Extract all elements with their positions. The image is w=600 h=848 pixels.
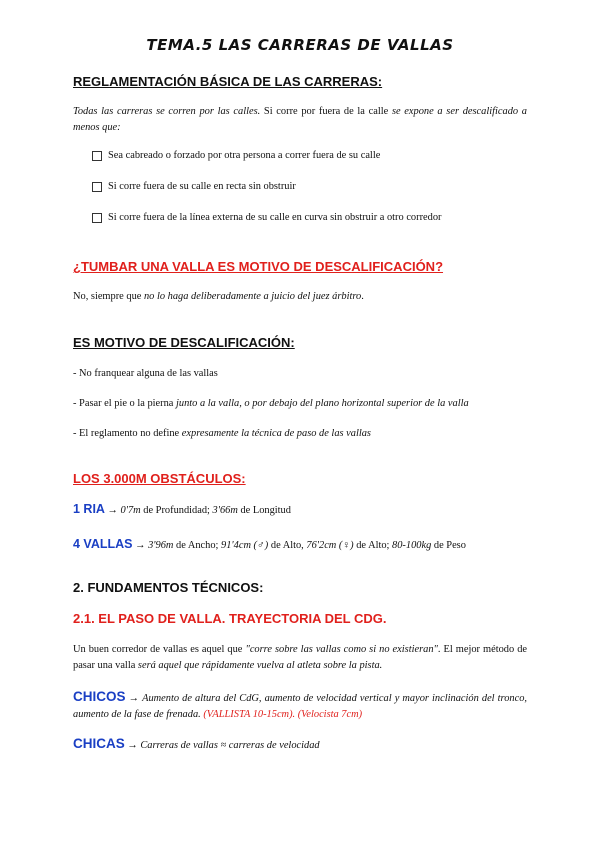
subheading-paso-valla: 2.1. EL PASO DE VALLA. TRAYECTORIA DEL CDG. bbox=[73, 611, 387, 626]
checkbox-item-3[interactable] bbox=[92, 212, 442, 223]
checkbox-label: Si corre fuera de la línea externa de su calle en curva sin obstruir a otro corredor bbox=[108, 212, 442, 223]
motivo-line-2-italic: junto a la valla, o por debajo del plano horizontal superior de la valla bbox=[176, 398, 469, 409]
vallas-value-1: 3'96m bbox=[148, 540, 174, 551]
checkbox-label: Si corre fuera de su calle en recta sin obstruir bbox=[108, 181, 296, 192]
motivo-line-2-normal: - Pasar el pie o la pierna bbox=[73, 398, 176, 409]
section-heading-motivo: ES MOTIVO DE DESCALIFICACIÓN: bbox=[73, 335, 295, 350]
vallas-text-3: de Alto; bbox=[353, 540, 393, 551]
checkbox-icon[interactable] bbox=[92, 182, 102, 192]
intro-italic-2: se expone a ser descalificado a menos que: bbox=[73, 106, 527, 133]
chicas-line bbox=[73, 736, 527, 754]
intro-normal: Si corre por fuera de la calle bbox=[260, 106, 392, 117]
chicas-label: CHICAS bbox=[73, 736, 125, 751]
chicos-label: CHICOS bbox=[73, 689, 126, 704]
vallas-text-1: de Ancho; bbox=[173, 540, 222, 551]
para-italic-1: "corre sobre las vallas como si no existieran" bbox=[245, 644, 438, 655]
checkbox-icon[interactable] bbox=[92, 213, 102, 223]
checkbox-item-1[interactable] bbox=[92, 150, 380, 161]
page-title: TEMA.5 LAS CARRERAS DE VALLAS bbox=[146, 36, 454, 54]
arrow-icon: → bbox=[132, 540, 149, 551]
motivo-line-2 bbox=[73, 396, 527, 412]
tumbar-text bbox=[73, 289, 527, 305]
motivo-line-3-italic: expresamente la técnica de paso de las vallas bbox=[181, 428, 371, 439]
chicos-paragraph bbox=[73, 689, 527, 723]
para-normal-1: Un buen corredor de vallas es aquel que bbox=[73, 644, 246, 655]
section-heading-reglamentacion: REGLAMENTACIÓN BÁSICA DE LAS CARRERAS: bbox=[73, 74, 383, 89]
chicas-text: Carreras de vallas ≈ carreras de velocidad bbox=[140, 740, 320, 751]
motivo-line-3-normal: - El reglamento no define bbox=[73, 428, 182, 439]
vallas-value-2: 91'4cm (♂) bbox=[221, 540, 269, 551]
arrow-icon: → bbox=[104, 505, 121, 516]
intro-italic-1: Todas las carreras se corren por las calles. bbox=[73, 106, 261, 117]
motivo-line-1: - No franquear alguna de las vallas bbox=[73, 368, 218, 379]
chicos-red-text: (VALLISTA 10-15cm). (Velocista 7cm) bbox=[200, 709, 363, 720]
chicos-text: Aumento de altura del CdG, aumento de velocidad vertical y mayor inclinación del tronco, aumento de la fase de frenada. bbox=[73, 693, 527, 720]
ria-text-2: de Longitud bbox=[237, 505, 291, 516]
section-heading-obstaculos: LOS 3.000M OBSTÁCULOS: bbox=[73, 471, 246, 486]
tumbar-normal: No, siempre que bbox=[73, 291, 144, 302]
ria-line bbox=[73, 501, 527, 519]
vallas-text-4: de Peso bbox=[431, 540, 466, 551]
vallas-value-4: 80-100kg bbox=[392, 540, 432, 551]
section-heading-tumbar: ¿TUMBAR UNA VALLA ES MOTIVO DE DESCALIFICACIÓN? bbox=[73, 259, 444, 274]
tumbar-italic: no lo haga deliberadamente a juicio del juez árbitro bbox=[143, 291, 362, 302]
tumbar-end: . bbox=[361, 291, 364, 302]
vallas-label: 4 VALLAS bbox=[73, 537, 133, 551]
vallas-value-3: 76'2cm (♀) bbox=[306, 540, 354, 551]
checkbox-label: Sea cabreado o forzado por otra persona a correr fuera de su calle bbox=[108, 150, 381, 161]
reglamentacion-intro bbox=[73, 104, 527, 136]
paso-valla-paragraph bbox=[73, 642, 527, 674]
vallas-text-2: de Alto, bbox=[268, 540, 307, 551]
ria-text-1: de Profundidad; bbox=[140, 505, 213, 516]
arrow-icon: → bbox=[125, 693, 143, 704]
ria-label: 1 RIA bbox=[73, 502, 105, 516]
vallas-line bbox=[73, 536, 543, 554]
ria-value-2: 3'66m bbox=[212, 505, 238, 516]
para-italic-2: será aquel que rápidamente vuelva al atleta sobre la pista. bbox=[137, 660, 383, 671]
motivo-line-3 bbox=[73, 426, 527, 442]
section-heading-fundamentos: 2. FUNDAMENTOS TÉCNICOS: bbox=[73, 580, 264, 595]
checkbox-icon[interactable] bbox=[92, 151, 102, 161]
para-normal-2: . El mejor método de pasar una valla bbox=[73, 644, 528, 671]
ria-value-1: 0'7m bbox=[120, 505, 141, 516]
checkbox-item-2[interactable] bbox=[92, 181, 296, 192]
arrow-icon: → bbox=[124, 740, 141, 751]
